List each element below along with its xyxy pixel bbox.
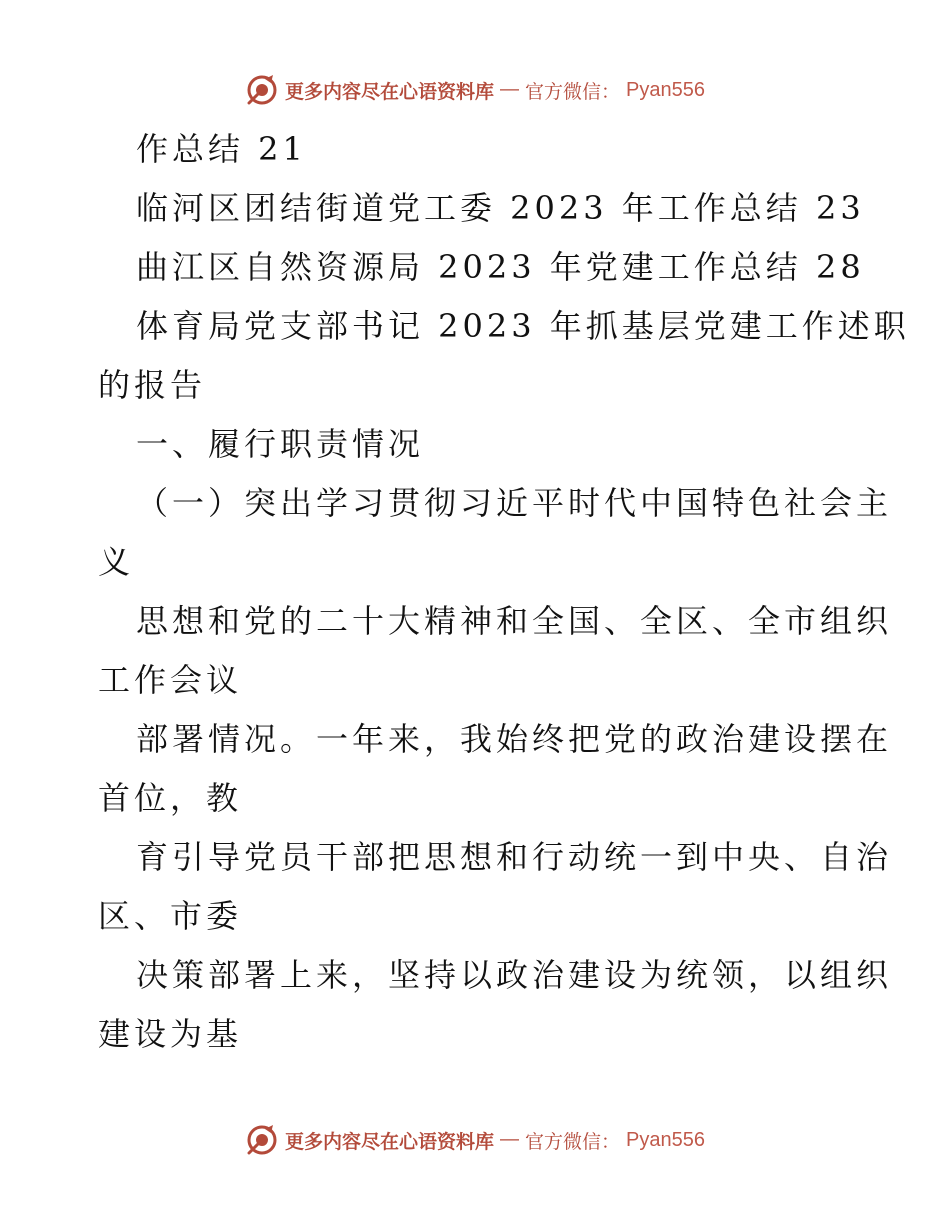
- text-line: 义: [98, 543, 135, 581]
- banner-text: 更多内容尽在心语资料库: [285, 80, 495, 103]
- banner-text: 更多内容尽在心语资料库: [285, 1130, 495, 1153]
- text-line: （一）突出学习贯彻习近平时代中国特色社会主: [136, 484, 893, 522]
- banner-wechat-label: 官方微信：: [525, 80, 621, 103]
- text-line: 育引导党员干部把思想和行动统一到中央、自治: [136, 838, 893, 876]
- text-line: 区、市委: [98, 897, 243, 935]
- banner-wechat-label: 官方微信：: [525, 1130, 621, 1153]
- section-heading: 一、履行职责情况: [136, 425, 425, 463]
- banner-wechat-id: Pyan556: [626, 1128, 705, 1151]
- text-line: 的报告: [98, 366, 207, 404]
- banner-wechat-id: Pyan556: [626, 78, 705, 101]
- text-line: 工作会议: [98, 661, 243, 699]
- text-line: 作总结 21: [136, 130, 307, 168]
- banner-separator: —: [500, 1129, 520, 1150]
- header-banner: [0, 70, 950, 110]
- text-line: 体育局党支部书记 2023 年抓基层党建工作述职: [136, 307, 910, 345]
- text-line: 临河区团结街道党工委 2023 年工作总结 23: [136, 189, 865, 227]
- pen-logo-icon: [245, 1123, 279, 1157]
- text-line: 决策部署上来，坚持以政治建设为统领，以组织: [136, 956, 893, 994]
- footer-banner: [0, 1120, 950, 1160]
- text-line: 首位，教: [98, 779, 243, 817]
- text-line: 建设为基: [98, 1015, 243, 1053]
- text-line: 思想和党的二十大精神和全国、全区、全市组织: [136, 602, 893, 640]
- text-line: 曲江区自然资源局 2023 年党建工作总结 28: [136, 248, 865, 286]
- document-body: [98, 120, 910, 1064]
- pen-logo-icon: [245, 73, 279, 107]
- text-line: 部署情况。一年来，我始终把党的政治建设摆在: [136, 720, 893, 758]
- banner-separator: —: [500, 79, 520, 100]
